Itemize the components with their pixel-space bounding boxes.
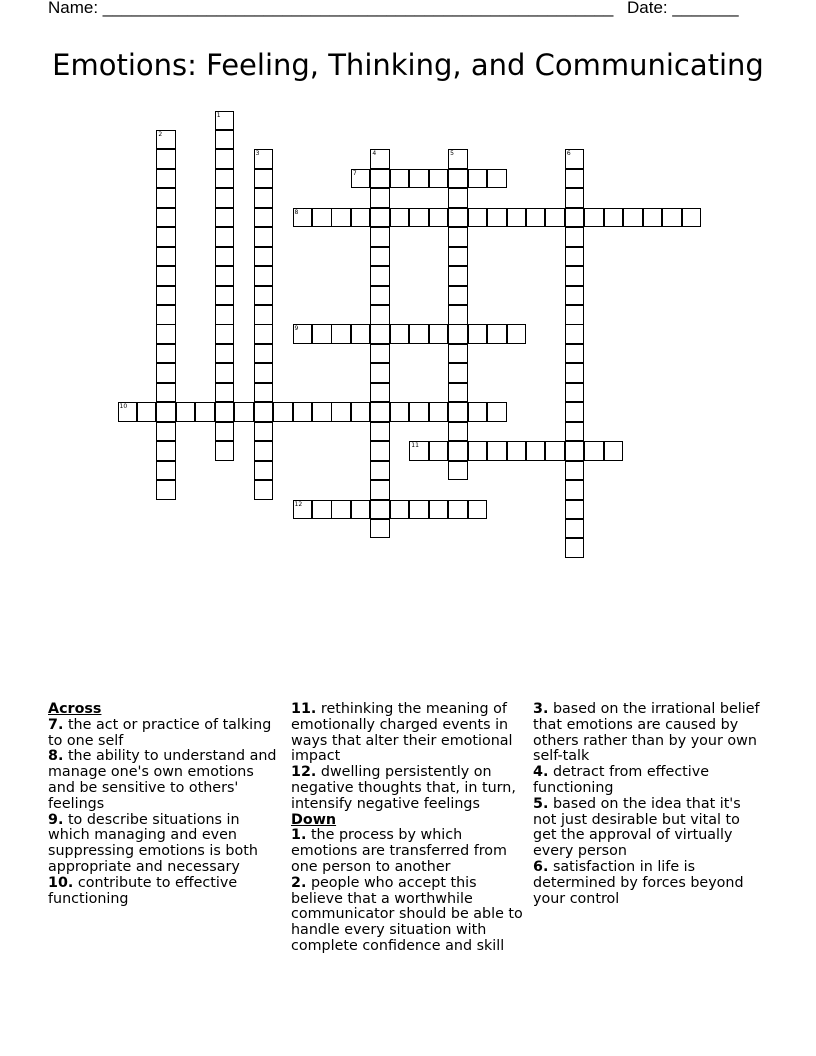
crossword-cell[interactable] bbox=[448, 422, 468, 442]
crossword-cell[interactable] bbox=[448, 363, 468, 383]
crossword-cell[interactable] bbox=[351, 169, 371, 189]
crossword-cell[interactable] bbox=[370, 266, 390, 286]
crossword-cell[interactable] bbox=[156, 227, 176, 247]
cell-number: 3 bbox=[255, 150, 260, 158]
cell-number: 10 bbox=[119, 403, 128, 411]
crossword-cell[interactable] bbox=[565, 247, 585, 267]
clue-number: 10. bbox=[48, 874, 74, 891]
crossword-cell[interactable] bbox=[215, 130, 235, 150]
crossword-cell[interactable] bbox=[565, 169, 585, 189]
clue-number: 8. bbox=[48, 748, 64, 765]
crossword-cell[interactable] bbox=[604, 208, 624, 228]
crossword-cell[interactable] bbox=[565, 188, 585, 208]
crossword-cell[interactable] bbox=[468, 441, 488, 461]
crossword-cell[interactable] bbox=[507, 441, 527, 461]
clue-text: based on the irrational belief that emotions are caused by others rather than by your own self-talk bbox=[533, 701, 760, 765]
crossword-cell[interactable] bbox=[156, 188, 176, 208]
crossword-cell[interactable] bbox=[409, 208, 429, 228]
down-clue-1 bbox=[291, 828, 523, 875]
crossword-cell[interactable] bbox=[195, 402, 215, 422]
crossword-cell[interactable] bbox=[448, 344, 468, 364]
crossword-cell[interactable] bbox=[254, 363, 274, 383]
clue-text: to describe situations in which managing and even suppressing emotions is both appropriate and necessary bbox=[48, 811, 258, 875]
crossword-cell[interactable] bbox=[156, 247, 176, 267]
clue-text: detract from effective functioning bbox=[533, 764, 710, 796]
crossword-cell[interactable] bbox=[156, 266, 176, 286]
crossword-cell[interactable] bbox=[468, 169, 488, 189]
crossword-cell[interactable] bbox=[254, 266, 274, 286]
crossword-cell[interactable] bbox=[254, 402, 274, 422]
crossword-cell[interactable] bbox=[156, 441, 176, 461]
crossword-cell[interactable] bbox=[370, 324, 390, 344]
clue-text: people who accept this believe that a worthwhile communicator should be able to handle every situation with complete confidence and skill bbox=[291, 874, 523, 954]
across-clue-11 bbox=[291, 702, 523, 765]
clue-number: 1. bbox=[291, 827, 307, 844]
crossword-cell[interactable] bbox=[370, 422, 390, 442]
crossword-cell[interactable] bbox=[293, 208, 313, 228]
crossword-cell[interactable] bbox=[448, 208, 468, 228]
crossword-cell[interactable] bbox=[156, 169, 176, 189]
clue-number: 11. bbox=[291, 701, 317, 717]
down-heading: Down bbox=[291, 811, 337, 828]
crossword-cell[interactable] bbox=[312, 208, 332, 228]
crossword-cell[interactable] bbox=[370, 305, 390, 325]
crossword-cell[interactable] bbox=[215, 188, 235, 208]
cell-number: 2 bbox=[158, 130, 163, 138]
crossword-cell[interactable] bbox=[409, 500, 429, 520]
crossword-cell[interactable] bbox=[215, 363, 235, 383]
crossword-cell[interactable] bbox=[584, 441, 604, 461]
crossword-cell[interactable] bbox=[390, 402, 410, 422]
crossword-cell[interactable] bbox=[254, 247, 274, 267]
crossword-cell[interactable] bbox=[526, 441, 546, 461]
crossword-cell[interactable] bbox=[370, 363, 390, 383]
clue-number: 3. bbox=[533, 701, 549, 717]
crossword-cell[interactable] bbox=[156, 383, 176, 403]
crossword-cell[interactable] bbox=[370, 461, 390, 481]
crossword-cell[interactable] bbox=[156, 363, 176, 383]
crossword-cell[interactable] bbox=[370, 441, 390, 461]
crossword-cell[interactable] bbox=[468, 324, 488, 344]
crossword-cell[interactable] bbox=[448, 286, 468, 306]
clue-number: 12. bbox=[291, 764, 317, 781]
crossword-cell[interactable] bbox=[215, 286, 235, 306]
crossword-cell[interactable] bbox=[215, 169, 235, 189]
crossword-cell[interactable] bbox=[448, 441, 468, 461]
crossword-cell[interactable] bbox=[565, 461, 585, 481]
clue-number: 6. bbox=[533, 858, 549, 875]
crossword-cell[interactable] bbox=[390, 169, 410, 189]
crossword-cell[interactable] bbox=[312, 324, 332, 344]
crossword-cell[interactable] bbox=[215, 149, 235, 169]
page-title: Emotions: Feeling, Thinking, and Communicating bbox=[52, 48, 764, 82]
cell-number: 7 bbox=[352, 169, 357, 177]
across-clue-8 bbox=[48, 749, 280, 812]
crossword-cell[interactable] bbox=[234, 402, 254, 422]
clue-number: 4. bbox=[533, 764, 549, 781]
crossword-cell[interactable] bbox=[448, 461, 468, 481]
crossword-cell[interactable] bbox=[526, 208, 546, 228]
date-field[interactable]: Date: _______ bbox=[627, 0, 739, 17]
crossword-cell[interactable] bbox=[331, 324, 351, 344]
crossword-cell[interactable] bbox=[565, 500, 585, 520]
clue-number: 7. bbox=[48, 716, 64, 733]
across-clue-12 bbox=[291, 765, 523, 812]
crossword-cell[interactable] bbox=[468, 402, 488, 422]
crossword-cell[interactable] bbox=[331, 500, 351, 520]
crossword-cell[interactable] bbox=[215, 305, 235, 325]
crossword-cell[interactable] bbox=[215, 422, 235, 442]
crossword-cell[interactable] bbox=[448, 402, 468, 422]
crossword-cell[interactable] bbox=[448, 169, 468, 189]
crossword-cell[interactable] bbox=[604, 441, 624, 461]
crossword-cell[interactable] bbox=[215, 208, 235, 228]
crossword-cell[interactable] bbox=[565, 402, 585, 422]
crossword-cell[interactable] bbox=[370, 188, 390, 208]
clue-number: 9. bbox=[48, 811, 64, 828]
crossword-cell[interactable] bbox=[468, 500, 488, 520]
crossword-cell[interactable] bbox=[448, 227, 468, 247]
crossword-cell[interactable] bbox=[351, 324, 371, 344]
crossword-cell[interactable] bbox=[331, 402, 351, 422]
clue-text: the ability to understand and manage one's own emotions and be sensitive to others' feelings bbox=[48, 748, 277, 812]
crossword-cell[interactable] bbox=[507, 324, 527, 344]
down-clue-2 bbox=[291, 876, 523, 955]
crossword-cell[interactable] bbox=[156, 149, 176, 169]
crossword-cell[interactable] bbox=[254, 149, 274, 169]
crossword-cell[interactable] bbox=[156, 208, 176, 228]
crossword-cell[interactable] bbox=[215, 324, 235, 344]
crossword-cell[interactable] bbox=[409, 402, 429, 422]
crossword-cell[interactable] bbox=[565, 344, 585, 364]
crossword-cell[interactable] bbox=[254, 188, 274, 208]
cell-number: 11 bbox=[411, 442, 419, 450]
crossword-cell[interactable] bbox=[565, 208, 585, 228]
across-clue-7 bbox=[48, 718, 280, 750]
crossword-cell[interactable] bbox=[215, 266, 235, 286]
crossword-cell[interactable] bbox=[487, 324, 507, 344]
crossword-cell[interactable] bbox=[312, 500, 332, 520]
clue-column-3 bbox=[533, 702, 765, 907]
crossword-cell[interactable] bbox=[293, 500, 313, 520]
crossword-cell[interactable] bbox=[448, 305, 468, 325]
cell-number: 8 bbox=[294, 208, 299, 216]
crossword-cell[interactable] bbox=[429, 169, 449, 189]
crossword-cell[interactable] bbox=[565, 363, 585, 383]
crossword-cell[interactable] bbox=[487, 402, 507, 422]
crossword-cell[interactable] bbox=[409, 169, 429, 189]
crossword-cell[interactable] bbox=[487, 441, 507, 461]
crossword-cell[interactable] bbox=[545, 441, 565, 461]
crossword-cell[interactable] bbox=[370, 149, 390, 169]
crossword-cell[interactable] bbox=[370, 500, 390, 520]
crossword-cell[interactable] bbox=[390, 324, 410, 344]
clue-text: the process by which emotions are transferred from one person to another bbox=[291, 827, 507, 875]
crossword-cell[interactable] bbox=[370, 383, 390, 403]
crossword-cell[interactable] bbox=[507, 208, 527, 228]
crossword-cell[interactable] bbox=[409, 441, 429, 461]
crossword-cell[interactable] bbox=[156, 130, 176, 150]
crossword-cell[interactable] bbox=[448, 500, 468, 520]
cell-number: 5 bbox=[450, 150, 454, 158]
crossword-cell[interactable] bbox=[215, 441, 235, 461]
crossword-cell[interactable] bbox=[565, 519, 585, 539]
clue-text: the act or practice of talking to one self bbox=[48, 716, 272, 749]
crossword-cell[interactable] bbox=[254, 208, 274, 228]
crossword-cell[interactable] bbox=[565, 227, 585, 247]
cell-number: 1 bbox=[216, 111, 221, 119]
crossword-cell[interactable] bbox=[156, 344, 176, 364]
clue-column-1 bbox=[48, 702, 280, 907]
crossword-cell[interactable] bbox=[254, 480, 274, 500]
crossword-cell[interactable] bbox=[156, 305, 176, 325]
crossword-cell[interactable] bbox=[156, 480, 176, 500]
clue-text: rethinking the meaning of emotionally charged events in ways that alter their emotional impact bbox=[291, 701, 513, 765]
crossword-cell[interactable] bbox=[565, 538, 585, 558]
crossword-cell[interactable] bbox=[254, 305, 274, 325]
crossword-cell[interactable] bbox=[682, 208, 702, 228]
crossword-cell[interactable] bbox=[254, 383, 274, 403]
crossword-cell[interactable] bbox=[565, 149, 585, 169]
crossword-cell[interactable] bbox=[137, 402, 157, 422]
crossword-cell[interactable] bbox=[156, 324, 176, 344]
crossword-cell[interactable] bbox=[565, 324, 585, 344]
crossword-cell[interactable] bbox=[254, 286, 274, 306]
crossword-cell[interactable] bbox=[545, 208, 565, 228]
crossword-cell[interactable] bbox=[351, 402, 371, 422]
crossword-cell[interactable] bbox=[370, 247, 390, 267]
cell-number: 6 bbox=[566, 150, 571, 158]
crossword-cell[interactable] bbox=[118, 402, 138, 422]
crossword-cell[interactable] bbox=[448, 324, 468, 344]
clue-number: 5. bbox=[533, 795, 549, 812]
crossword-cell[interactable] bbox=[254, 227, 274, 247]
cell-number: 12 bbox=[294, 500, 303, 508]
crossword-cell[interactable] bbox=[156, 402, 176, 422]
crossword-cell[interactable] bbox=[662, 208, 682, 228]
clue-text: dwelling persistently on negative thoughts that, in turn, intensify negative feelings bbox=[291, 764, 516, 812]
crossword-cell[interactable] bbox=[565, 305, 585, 325]
crossword-cell[interactable] bbox=[448, 149, 468, 169]
crossword-cell[interactable] bbox=[370, 519, 390, 539]
crossword-cell[interactable] bbox=[370, 227, 390, 247]
crossword-cell[interactable] bbox=[370, 208, 390, 228]
crossword-cell[interactable] bbox=[215, 247, 235, 267]
crossword-cell[interactable] bbox=[176, 402, 196, 422]
crossword-cell[interactable] bbox=[156, 286, 176, 306]
down-clue-5 bbox=[533, 797, 765, 860]
crossword-cell[interactable] bbox=[370, 480, 390, 500]
clue-text: satisfaction in life is determined by forces beyond your control bbox=[533, 858, 744, 907]
crossword-cell[interactable] bbox=[370, 402, 390, 422]
crossword-cell[interactable] bbox=[351, 500, 371, 520]
crossword-cell[interactable] bbox=[254, 441, 274, 461]
crossword-cell[interactable] bbox=[643, 208, 663, 228]
crossword-cell[interactable] bbox=[370, 286, 390, 306]
down-clue-3 bbox=[533, 702, 765, 765]
cell-number: 4 bbox=[372, 150, 377, 158]
across-clue-10 bbox=[48, 876, 280, 908]
crossword-cell[interactable] bbox=[156, 422, 176, 442]
down-clue-6 bbox=[533, 860, 765, 907]
crossword-cell[interactable] bbox=[487, 169, 507, 189]
crossword-cell[interactable] bbox=[565, 441, 585, 461]
crossword-cell[interactable] bbox=[429, 441, 449, 461]
crossword-cell[interactable] bbox=[429, 402, 449, 422]
crossword-cell[interactable] bbox=[565, 286, 585, 306]
crossword-cell[interactable] bbox=[429, 500, 449, 520]
cell-number: 9 bbox=[294, 325, 299, 333]
crossword-cell[interactable] bbox=[565, 480, 585, 500]
crossword-cell[interactable] bbox=[215, 227, 235, 247]
clue-text: contribute to effective functioning bbox=[48, 874, 238, 907]
crossword-cell[interactable] bbox=[351, 208, 371, 228]
crossword-cell[interactable] bbox=[565, 383, 585, 403]
crossword-cell[interactable] bbox=[254, 169, 274, 189]
crossword-cell[interactable] bbox=[390, 500, 410, 520]
crossword-cell[interactable] bbox=[215, 344, 235, 364]
crossword-cell[interactable] bbox=[254, 422, 274, 442]
crossword-cell[interactable] bbox=[487, 208, 507, 228]
crossword-cell[interactable] bbox=[429, 208, 449, 228]
crossword-cell[interactable] bbox=[448, 247, 468, 267]
crossword-cell[interactable] bbox=[215, 402, 235, 422]
crossword-cell[interactable] bbox=[370, 169, 390, 189]
crossword-cell[interactable] bbox=[215, 111, 235, 131]
crossword-cell[interactable] bbox=[448, 266, 468, 286]
crossword-cell[interactable] bbox=[312, 402, 332, 422]
crossword-cell[interactable] bbox=[623, 208, 643, 228]
crossword-cell[interactable] bbox=[565, 266, 585, 286]
crossword-cell[interactable] bbox=[215, 383, 235, 403]
crossword-cell[interactable] bbox=[584, 208, 604, 228]
clue-number: 2. bbox=[291, 874, 307, 891]
crossword-cell[interactable] bbox=[370, 344, 390, 364]
across-heading: Across bbox=[48, 701, 102, 717]
crossword-cell[interactable] bbox=[390, 208, 410, 228]
crossword-cell[interactable] bbox=[293, 402, 313, 422]
crossword-cell[interactable] bbox=[448, 383, 468, 403]
crossword-cell[interactable] bbox=[156, 461, 176, 481]
crossword-cell[interactable] bbox=[448, 188, 468, 208]
across-clue-9 bbox=[48, 813, 280, 876]
crossword-cell[interactable] bbox=[254, 344, 274, 364]
crossword-cell[interactable] bbox=[254, 324, 274, 344]
crossword-cell[interactable] bbox=[254, 461, 274, 481]
crossword-cell[interactable] bbox=[565, 422, 585, 442]
crossword-cell[interactable] bbox=[293, 324, 313, 344]
crossword-cell[interactable] bbox=[331, 208, 351, 228]
crossword-cell[interactable] bbox=[409, 324, 429, 344]
crossword-cell[interactable] bbox=[468, 208, 488, 228]
down-clue-4 bbox=[533, 765, 765, 797]
clue-column-2 bbox=[291, 702, 523, 955]
clue-text: based on the idea that it's not just desirable but vital to get the approval of virtually every person bbox=[533, 795, 741, 860]
crossword-cell[interactable] bbox=[273, 402, 293, 422]
crossword-cell[interactable] bbox=[429, 324, 449, 344]
name-field[interactable]: Name: ______________________________________________________ bbox=[48, 0, 614, 17]
